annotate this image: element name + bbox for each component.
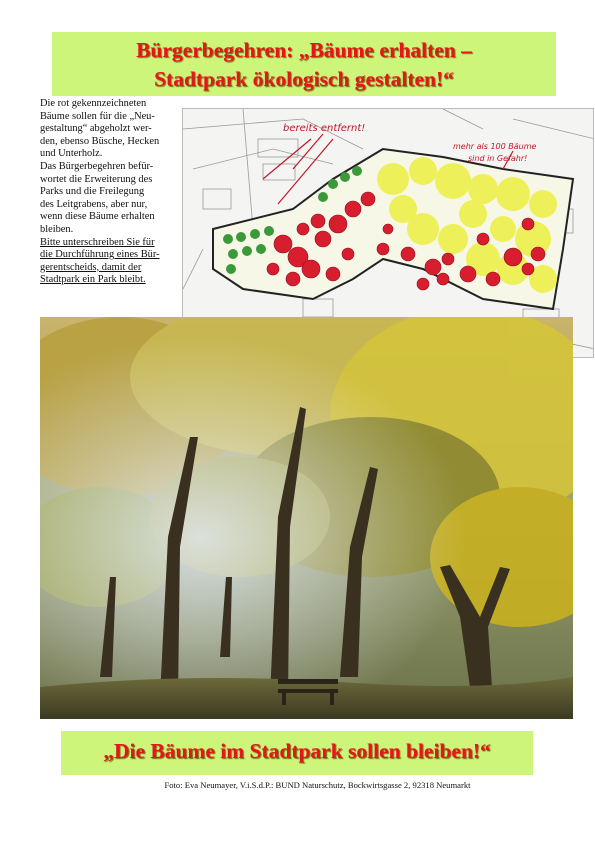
intro-line: Bäume sollen für die „Neu- (40, 110, 155, 122)
intro-line: wortet die Erweiterung des (40, 173, 153, 185)
annotation-danger-2: sind in Gefahr! (468, 154, 528, 163)
title-banner (52, 32, 556, 96)
footer-credits: Foto: Eva Neumayer, V.i.S.d.P.: BUND Naturschutz, Bockwirtsgasse 2, 92318 Neumarkt (164, 780, 471, 790)
call-to-action-line: Stadtpark ein Park bleibt. (40, 274, 146, 286)
intro-line: bleiben. (40, 223, 74, 235)
title-line-1: Bürgerbegehren: „Bäume erhalten – (136, 38, 472, 62)
call-to-action-line: die Durchführung eines Bür- (40, 249, 160, 261)
park-photo (40, 317, 573, 719)
intro-line: Parks und die Freilegung (40, 186, 145, 198)
intro-line: wenn diese Bäume erhalten (40, 211, 155, 223)
intro-line: des Leitgrabens, aber nur, (40, 198, 148, 210)
annotation-danger-1: mehr als 100 Bäume (453, 142, 537, 151)
intro-line: und Unterholz. (40, 148, 103, 160)
slogan-text: „Die Bäume im Stadtpark sollen bleiben!“ (103, 739, 491, 763)
intro-line: gestaltung“ abgeholzt wer- (40, 123, 152, 135)
intro-text (40, 98, 180, 287)
slogan-banner (61, 731, 533, 775)
intro-line: Das Bürgerbegehren befür- (40, 160, 154, 172)
park-photo-illustration (40, 317, 573, 719)
call-to-action-line: Bitte unterschreiben Sie für (40, 236, 155, 248)
annotation-removed: bereits entfernt! (283, 123, 366, 134)
call-to-action-line: gerentscheids, damit der (40, 261, 142, 273)
intro-line: den, ebenso Büsche, Hecken (40, 135, 160, 147)
title-line-2: Stadtpark ökologisch gestalten!“ (154, 67, 454, 91)
intro-line: Die rot gekennzeichneten (40, 98, 147, 109)
